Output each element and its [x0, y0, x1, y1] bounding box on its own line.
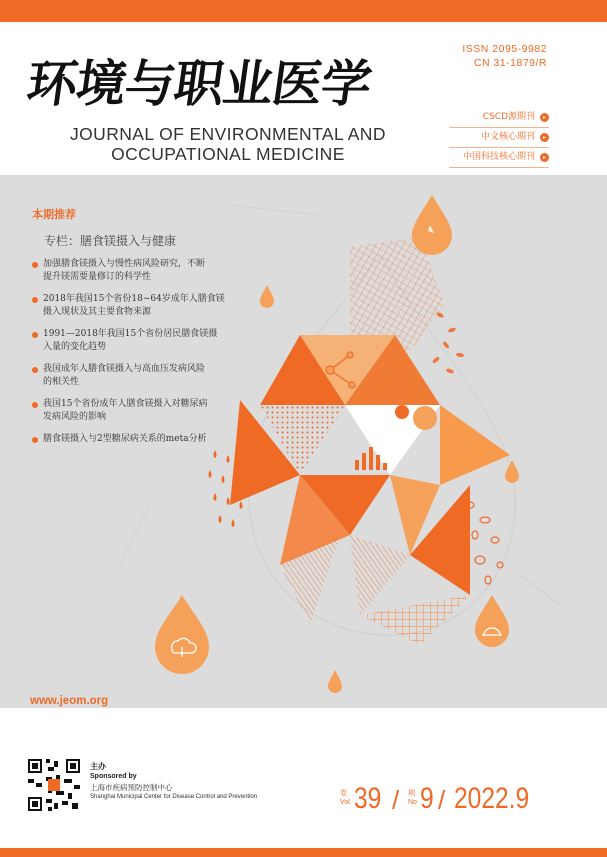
cn-number: CN 31-1879/R	[473, 57, 547, 69]
sponsor-name-en: Shanghai Municipal Center for Disease Control and Prevention	[90, 794, 258, 800]
bullet-icon	[32, 332, 38, 338]
badge-cscd	[449, 108, 549, 128]
article-title-line: 膳食镁摄入与2型糖尿病关系的meta分析	[43, 434, 207, 444]
bullet-icon	[32, 367, 38, 373]
issue-number: 9	[420, 782, 434, 815]
article-title-line: 的相关性	[43, 377, 80, 387]
article-title-line: 我国15个省份成年人膳食镁摄入对糖尿病	[43, 399, 208, 409]
bullet-icon	[32, 402, 38, 408]
bullet-icon	[32, 262, 38, 268]
issue-label-cn: 期	[408, 790, 415, 797]
website-link[interactable]: www.jeom.org	[30, 695, 109, 707]
journal-title-cn: 环境与职业医学	[23, 54, 375, 113]
drop-top	[412, 195, 452, 255]
top-accent-bar	[0, 0, 607, 22]
drop-bottom	[328, 670, 342, 693]
bullet-icon	[32, 437, 38, 443]
volume-number: 39	[354, 782, 382, 815]
article-title-line: 提升镁需要量修订的科学性	[43, 272, 152, 282]
section-title: 本期推荐	[32, 208, 76, 221]
badge-label: 中国科技核心期刊	[462, 152, 535, 162]
list-item	[32, 293, 272, 319]
volume-label-cn: 卷	[340, 790, 347, 797]
list-item	[32, 258, 272, 284]
drop-right-helmet	[475, 595, 509, 647]
badge-sci-tech-core	[449, 148, 549, 168]
issn-block	[462, 42, 547, 70]
article-title-line: 我国成年人膳食镁摄入与高血压发病风险	[43, 364, 206, 374]
article-title-line: 摄入现状及其主要食物来源	[43, 307, 152, 317]
list-item	[32, 363, 272, 389]
badge-label: CSCD源期刊	[482, 112, 535, 122]
divider-slash: /	[392, 785, 400, 815]
indexing-badges	[449, 108, 549, 168]
issue-label-en: No	[408, 799, 417, 806]
bullet-icon	[32, 297, 38, 303]
article-title-line: 1991—2018年我国15个省份居民膳食镁摄	[43, 329, 218, 339]
article-title-line: 2018年我国15个省份18~64岁成年人膳食镁	[43, 294, 225, 304]
arrow-right-icon: ▸	[540, 133, 549, 142]
badge-chinese-core	[449, 128, 549, 148]
journal-title-en-line1: JOURNAL OF ENVIRONMENTAL AND	[70, 124, 386, 144]
list-item	[32, 328, 272, 354]
divider-slash: /	[438, 785, 446, 815]
journal-title-en	[70, 124, 386, 164]
arrow-right-icon: ▸	[540, 113, 549, 122]
column-title: 专栏：膳食镁摄入与健康	[44, 234, 177, 248]
bottom-accent-bar	[0, 848, 607, 857]
sponsor-label-cn: 主办	[90, 762, 106, 771]
arrow-right-icon: ▸	[540, 153, 549, 162]
badge-label: 中文核心期刊	[480, 132, 535, 142]
article-title-line: 入量的变化趋势	[43, 342, 107, 352]
volume-label-en: Vol.	[340, 799, 352, 806]
sponsor-block	[90, 762, 257, 801]
sponsor-label-en: Sponsored by	[90, 773, 137, 780]
list-item	[32, 398, 272, 424]
qr-code-icon	[26, 757, 82, 813]
issue-date: 2022.9	[454, 782, 530, 815]
article-title-line: 发病风险的影响	[43, 412, 107, 422]
drop-left-cloud	[155, 595, 209, 674]
journal-title-en-line2: OCCUPATIONAL MEDICINE	[111, 144, 345, 164]
article-title-line: 加强膳食镁摄入与慢性病风险研究，不断	[43, 259, 206, 269]
featured-articles-list	[32, 258, 272, 455]
issn-number: ISSN 2095-9982	[462, 43, 547, 55]
drop-small-right	[505, 460, 519, 483]
sponsor-name-cn: 上海市疾病预防控制中心	[90, 783, 173, 792]
list-item	[32, 433, 272, 446]
